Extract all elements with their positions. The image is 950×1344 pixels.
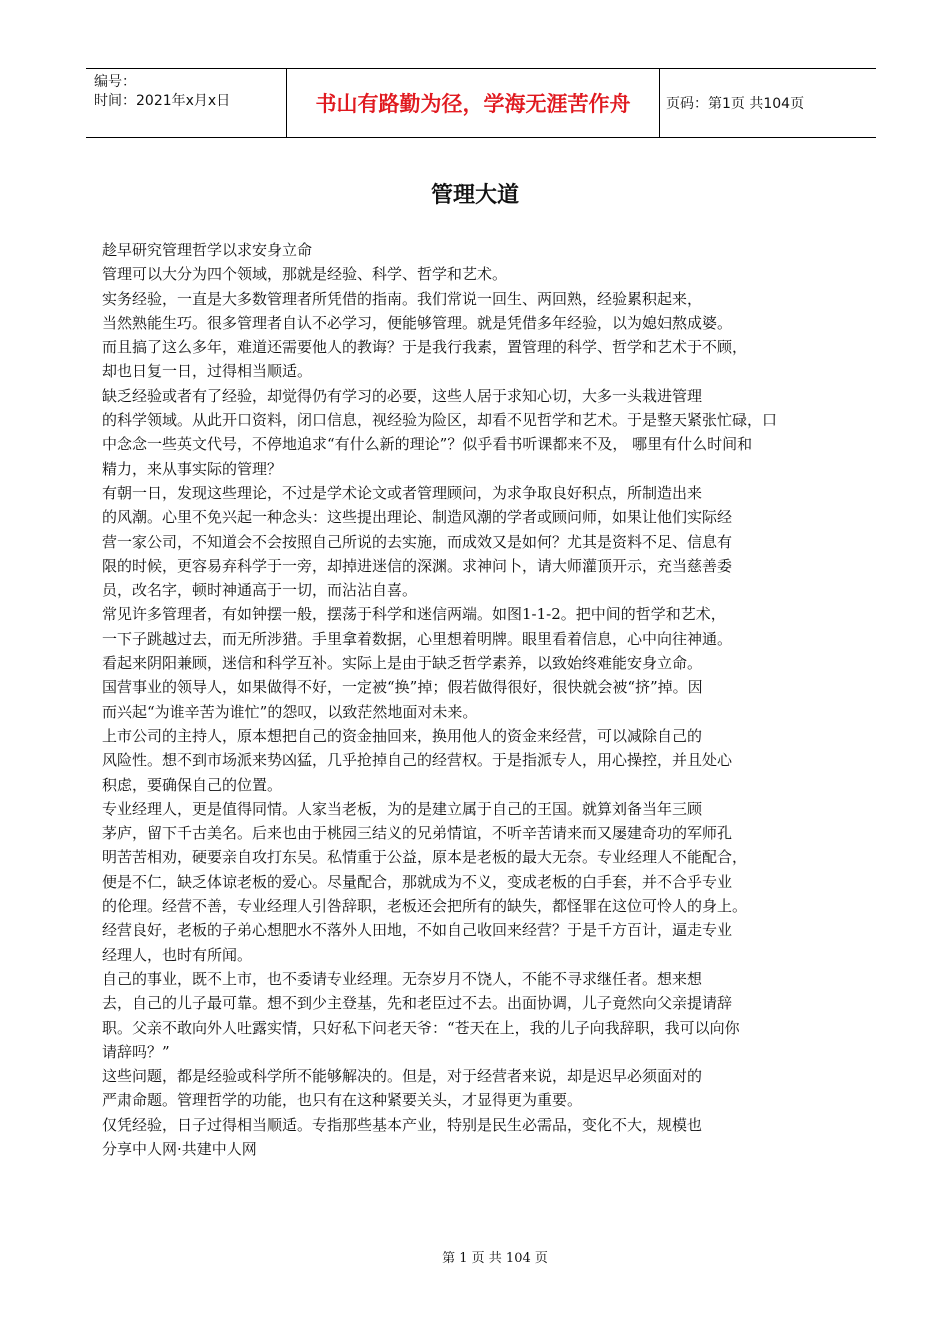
text-line: 严肃命题。管理哲学的功能，也只有在这种紧要关头，才显得更为重要。 <box>102 1091 583 1110</box>
text-line: 风险性。想不到市场派来势凶猛，几乎抢掉自己的经营权。于是指派专人，用心操控，并且处心 <box>102 751 733 770</box>
text-line: 一下子跳越过去，而无所涉猎。手里拿着数据，心里想着明牌。眼里看着信息，心中向往神通。 <box>102 629 733 648</box>
text-line: 经营良好，老板的子弟心想肥水不落外人田地，不如自己收回来经营？于是千方百计，逼走专业 <box>102 921 733 940</box>
text-line: 职。父亲不敢向外人吐露实情，只好私下问老天爷：“苍天在上，我的儿子向我辞职，我可以向你 <box>102 1018 740 1037</box>
text-line: 去，自己的儿子最可靠。想不到少主登基，先和老臣过不去。出面协调，儿子竟然向父亲提请辞 <box>102 994 733 1013</box>
text-line: 积虑，要确保自己的位置。 <box>102 775 283 794</box>
text-line: 自己的事业，既不上市，也不委请专业经理。无奈岁月不饶人，不能不寻求继任者。想来想 <box>102 969 703 988</box>
text-line: 而且搞了这么多年，难道还需要他人的教诲？于是我行我素，置管理的科学、哲学和艺术于不顾， <box>102 338 748 357</box>
text-line: 却也日复一日，过得相当顺适。 <box>102 362 313 381</box>
text-line: 看起来阴阳兼顾，迷信和科学互补。实际上是由于缺乏哲学素养，以致始终难能安身立命。 <box>102 654 703 673</box>
text-line: 仅凭经验，日子过得相当顺适。专指那些基本产业，特别是民生必需品，变化不大，规模也 <box>102 1115 703 1134</box>
header-page-info: 页码：第1页 共104页 <box>666 96 805 112</box>
text-line: 专业经理人，更是值得同情。人家当老板，为的是建立属于自己的王国。就算刘备当年三顾 <box>102 799 703 818</box>
text-line: 有朝一日，发现这些理论，不过是学术论文或者管理顾问，为求争取良好积点，所制造出来 <box>102 483 703 502</box>
time-label: 时间：2021年x月x日 <box>94 93 231 109</box>
text-line: 国营事业的领导人，如果做得不好，一定被“换”掉；假若做得很好，很快就会被“挤”掉。因 <box>102 678 703 697</box>
text-line: 当然熟能生巧。很多管理者自认不必学习，便能够管理。就是凭借多年经验，以为媳妇熬成婆。 <box>102 313 733 332</box>
text-line: 请辞吗？” <box>102 1042 170 1061</box>
text-line: 精力，来从事实际的管理？ <box>102 459 283 478</box>
text-line: 分享中人网·共建中人网 <box>102 1139 257 1158</box>
text-line: 的风潮。心里不免兴起一种念头：这些提出理论、制造风潮的学者或顾问师，如果让他们实际经 <box>102 508 733 527</box>
page-footer: 第 1 页 共 104 页 <box>442 1251 548 1266</box>
text-line: 经理人，也时有所闻。 <box>102 945 253 964</box>
text-line: 而兴起“为谁辛苦为谁忙”的怨叹，以致茫然地面对未来。 <box>102 702 478 721</box>
text-line: 限的时候，更容易弃科学于一旁，却掉进迷信的深渊。求神问卜，请大师灌顶开示，充当慈善委 <box>102 556 733 575</box>
document-title: 管理大道 <box>430 183 519 208</box>
header-divider <box>659 69 660 137</box>
text-line: 趁早研究管理哲学以求安身立命 <box>102 241 313 259</box>
text-line: 明苦苦相劝，硬要亲自攻打东吴。私情重于公益，原本是老板的最大无奈。专业经理人不能配合， <box>102 848 748 867</box>
header-meta <box>94 73 284 111</box>
text-line: 常见许多管理者，有如钟摆一般，摆荡于科学和迷信两端。如图1-1-2。把中间的哲学和艺术， <box>102 605 726 624</box>
text-line: 员，改名字，顿时神通高于一切，而沾沾自喜。 <box>102 581 418 600</box>
text-line: 中念念一些英文代号，不停地追求“有什么新的理论”？似乎看书听课都来不及， 哪里有什么时间和 <box>102 435 753 454</box>
text-line: 的科学领域。从此开口资料，闭口信息，视经验为险区，却看不见哲学和艺术。于是整天紧张忙碌，口 <box>102 411 778 430</box>
body-text <box>102 238 862 1161</box>
text-line: 管理可以大分为四个领域，那就是经验、科学、哲学和艺术。 <box>102 265 508 284</box>
text-line: 上市公司的主持人，原本想把自己的资金抽回来，换用他人的资金来经营，可以减除自己的 <box>102 726 703 745</box>
text-line: 的伦理。经营不善，专业经理人引咎辞职，老板还会把所有的缺失，都怪罪在这位可怜人的身上。 <box>102 897 748 916</box>
text-line: 缺乏经验或者有了经验，却觉得仍有学习的必要，这些人居于求知心切，大多一头栽进管理 <box>102 386 703 405</box>
text-line: 这些问题，都是经验或科学所不能够解决的。但是，对于经营者来说，却是迟早必须面对的 <box>102 1067 703 1086</box>
number-label: 编号： <box>94 74 136 90</box>
text-line: 营一家公司，不知道会不会按照自己所说的去实施，而成效又是如何？尤其是资料不足、信息有 <box>102 532 733 551</box>
text-line: 便是不仁，缺乏体谅老板的爱心。尽量配合，那就成为不义，变成老板的白手套，并不合乎专业 <box>102 872 733 891</box>
text-line: 实务经验，一直是大多数管理者所凭借的指南。我们常说一回生、两回熟，经验累积起来， <box>102 289 703 308</box>
header-motto: 书山有路勤为径，学海无涯苦作舟 <box>315 92 631 116</box>
text-line: 茅庐，留下千古美名。后来也由于桃园三结义的兄弟情谊，不听辛苦请来而又屡建奇功的军师孔 <box>102 824 733 843</box>
header-table <box>86 68 876 138</box>
